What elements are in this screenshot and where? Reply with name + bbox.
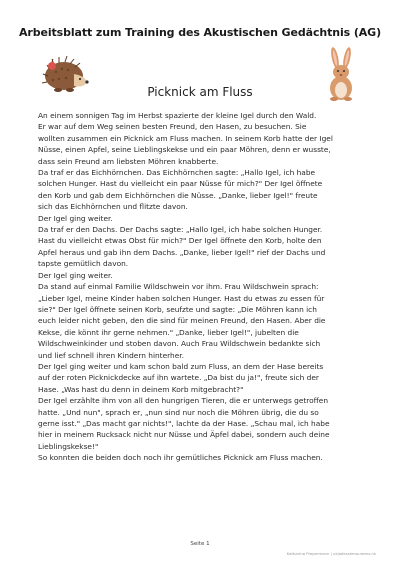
story-line: solchen Hunger. Hast du vielleicht ein paar Nüsse für mich?" Der Igel öffnete <box>38 179 323 189</box>
story-line: Der Igel ging weiter. <box>38 213 113 223</box>
copyright-credit: Katharina Prepermann | ukjadesstenourems.nk <box>286 551 376 556</box>
story-line: Er war auf dem Weg seinen besten Freund, den Hasen, zu besuchen. Sie <box>38 122 307 132</box>
story-line: gerne isst." „Das macht gar nichts!", lachte da der Hase. „Schau mal, ich habe <box>38 418 330 428</box>
story-line: den Korb und gab dem Eichhörnchen die Nüsse. „Danke, lieber Igel!" freute <box>38 190 318 200</box>
story-line: An einem sonnigen Tag im Herbst spazierte der kleine Igel durch den Wald. <box>38 111 317 120</box>
story-line: Der Igel ging weiter. <box>38 270 113 280</box>
story-line: wollten zusammen ein Picknick am Fluss machen. In seinem Korb hatte der Igel <box>38 133 333 143</box>
story-line: Wildschweinkinder und stoben davon. Auch Frau Wildschwein bedankte sich <box>38 339 321 349</box>
story-text <box>38 110 368 464</box>
story-line: Da traf er das Eichhörnchen. Das Eichhörnchen sagte: „Hallo Igel, ich habe <box>38 168 316 178</box>
story-line: euch leider nicht geben, den die sind für meinen Freund, den Hasen. Aber die <box>38 316 326 326</box>
story-title: Picknick am Fluss <box>147 85 253 99</box>
worksheet-title: Arbeitsblatt zum Training des Akustischen Gedächtnis (AG) <box>18 26 382 39</box>
story-line: Apfel heraus und gab ihn dem Dachs. „Danke, lieber Igel!" rief der Dachs und <box>38 247 326 257</box>
story-line: dass sein Freund am liebsten Möhren knabberte. <box>38 156 219 166</box>
story-line: Der Igel ging weiter und kam schon bald zum Fluss, an dem der Hase bereits <box>38 361 324 371</box>
story-line: Kekse, die könnt ihr gerne nehmen." „Danke, lieber Igel!", jubelten die <box>38 327 299 337</box>
story-line: auf der roten Picknickdecke auf ihn wartete. „Da bist du ja!", freute sich der <box>38 373 319 383</box>
story-line: So konnten die beiden doch noch ihr gemütliches Picknick am Fluss machen. <box>38 453 323 463</box>
story-line: tapste gemütlich davon. <box>38 259 129 269</box>
story-line: sich das Eichhörnchen und flitzte davon. <box>38 202 188 212</box>
story-line: sie?" Der Igel öffnete seinen Korb, seufzte und sagte: „Die Möhren kann ich <box>38 304 317 314</box>
story-line: Da traf er den Dachs. Der Dachs sagte: „Hallo Igel, ich habe solchen Hunger. <box>38 225 323 235</box>
story-line: Der Igel erzählte ihm von all den hungrigen Tieren, die er unterwegs getroffen <box>38 396 329 406</box>
story-line: „Lieber Igel, meine Kinder haben solchen Hunger. Hast du etwas zu essen für <box>38 293 325 303</box>
story-line: hier in meinem Rucksack nicht nur Nüsse und Äpfel dabei, sondern auch deine <box>38 430 330 440</box>
story-line: Lieblingskekse!" <box>38 441 99 451</box>
story-line: und lief schnell ihren Kindern hinterher. <box>38 350 184 360</box>
page-number: Seite 1 <box>190 541 210 547</box>
story-line: Nüsse, einen Apfel, seine Lieblingskekse und ein paar Möhren, denn er wusste, <box>38 145 331 155</box>
story-line: hatte. „Und nun", sprach er, „nun sind nur noch die Möhren übrig, die du so <box>38 407 319 417</box>
story-line: Hast du vielleicht etwas Obst für mich?" Der Igel öffnete den Korb, holte den <box>38 236 322 246</box>
story-line: Hase. „Was hast du denn in deinem Korb mitgebracht?" <box>38 384 244 394</box>
story-line: Da stand auf einmal Familie Wildschwein vor ihm. Frau Wildschwein sprach: <box>38 282 319 292</box>
